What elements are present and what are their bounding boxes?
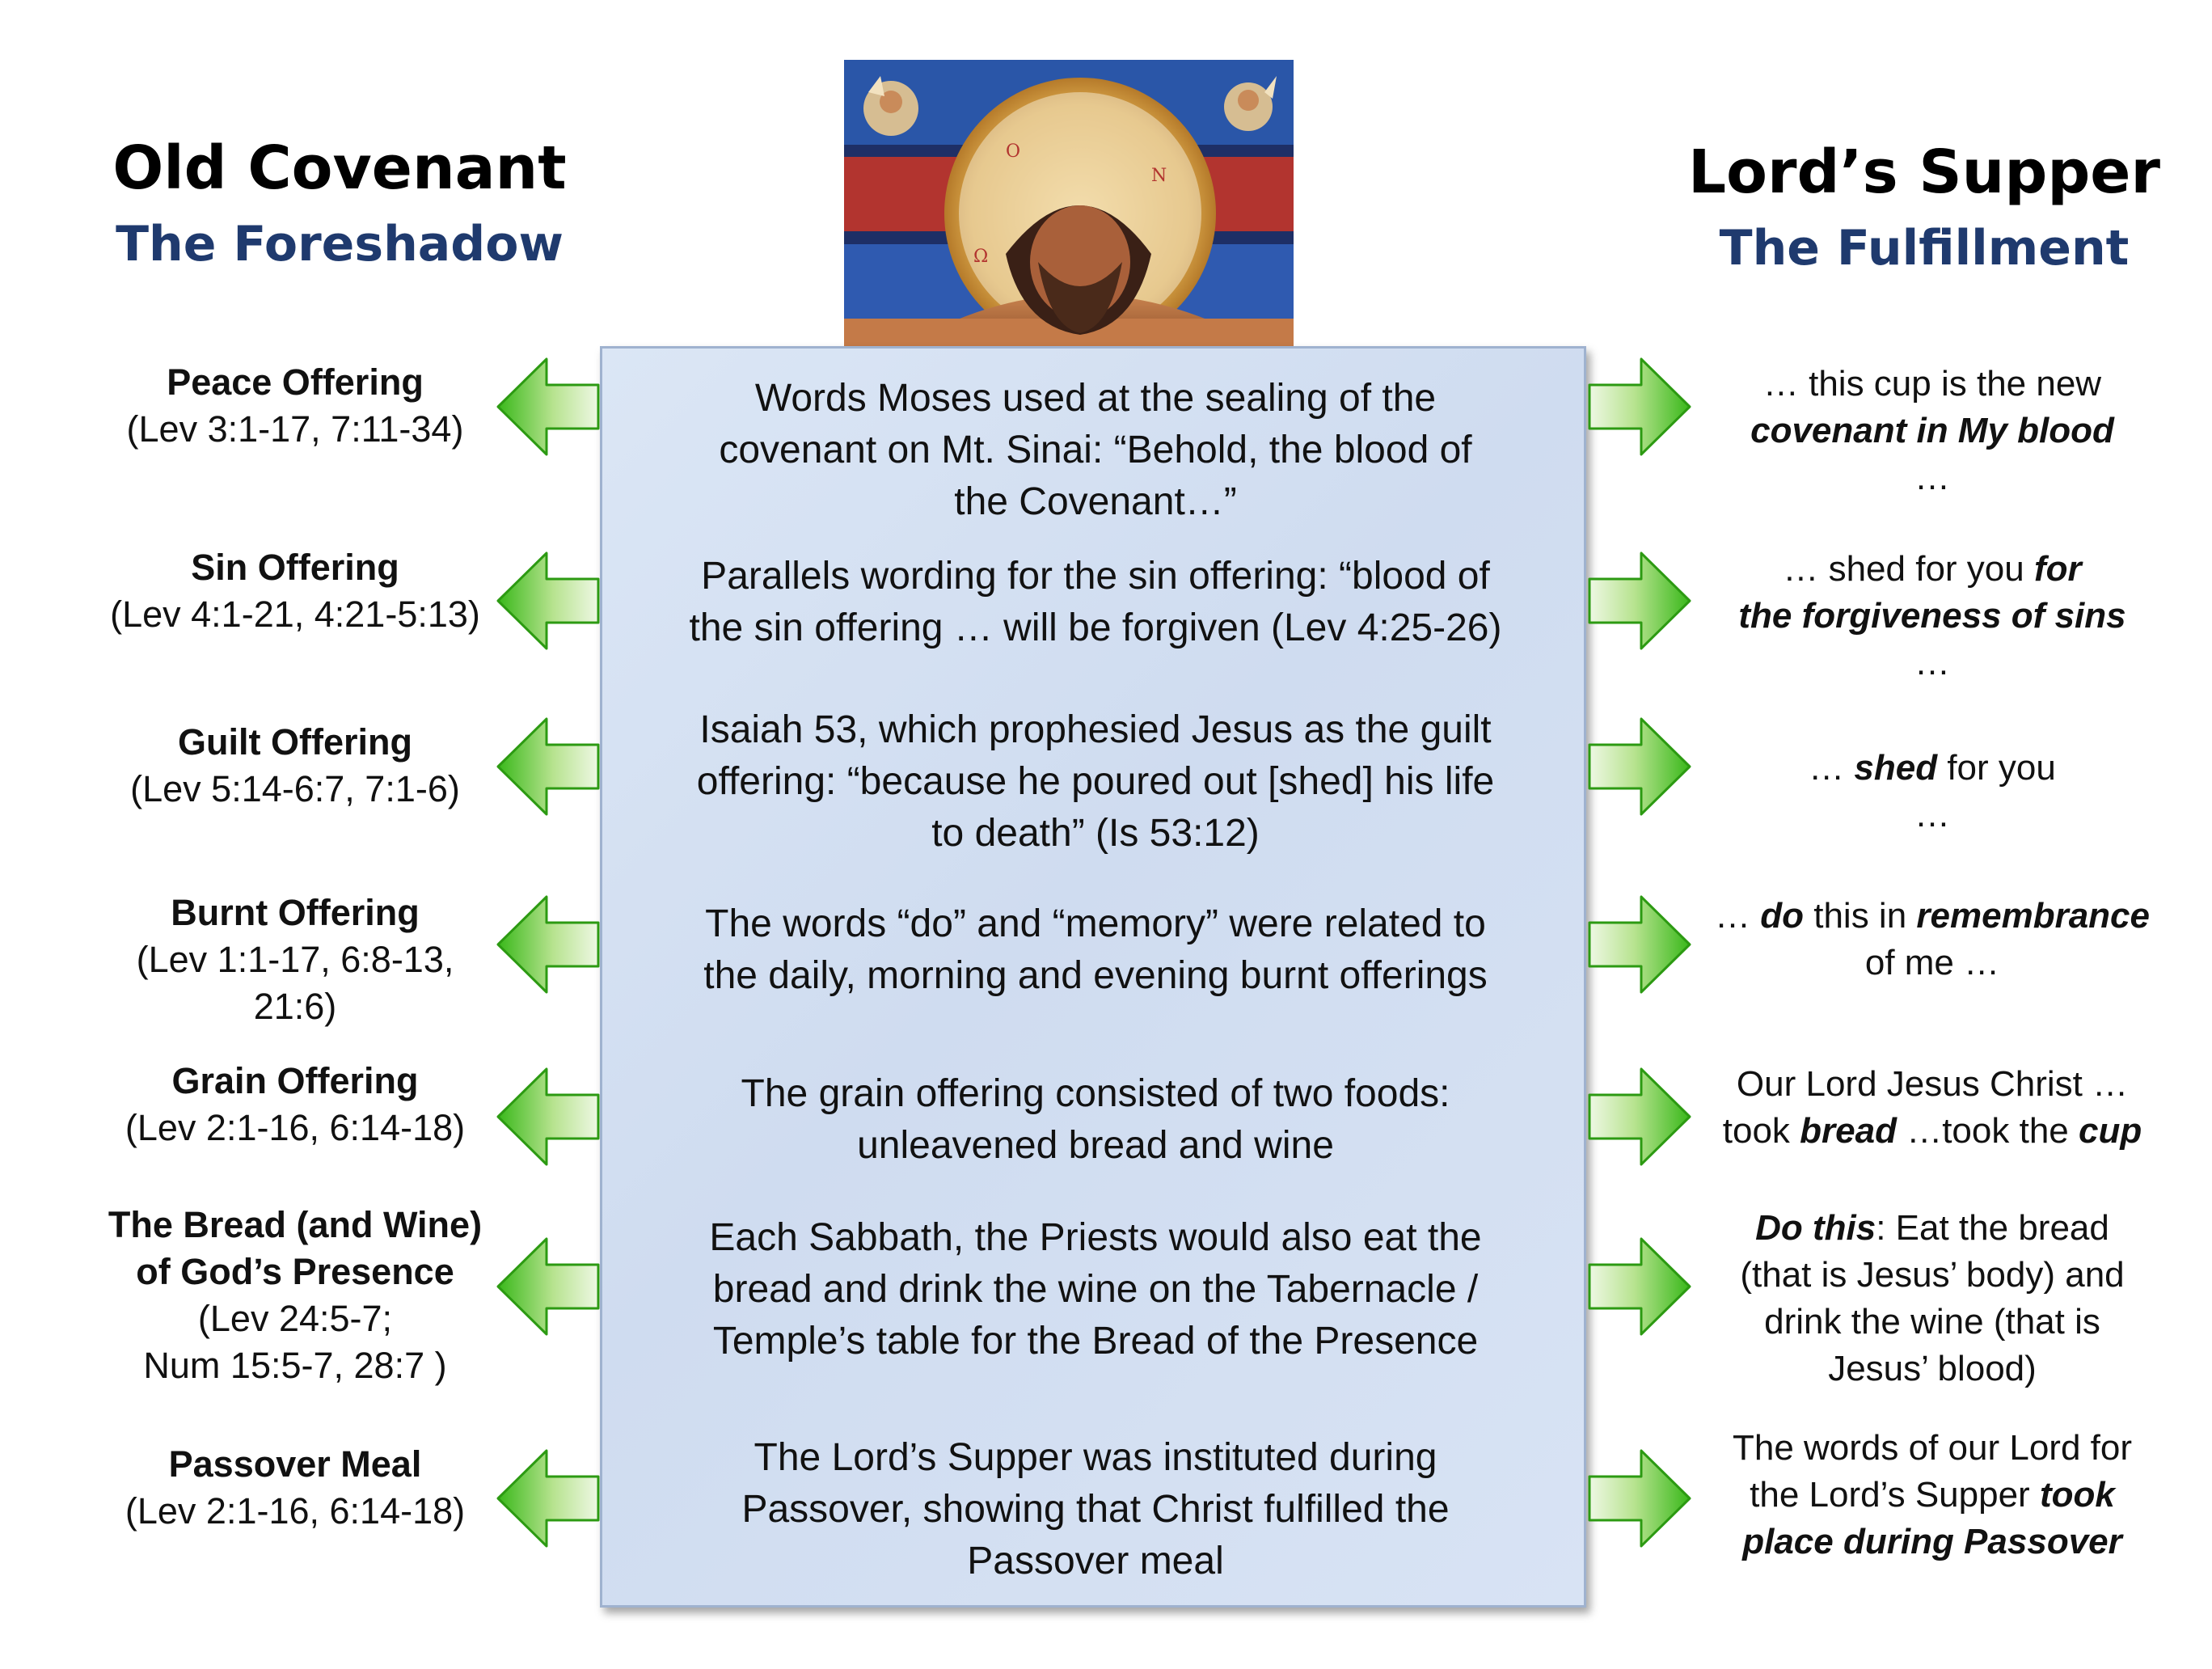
- middle-text-guilt: [602, 704, 1589, 860]
- line: to death” (Is 53:12): [931, 812, 1260, 855]
- fulfillment-line: [1682, 1519, 2183, 1565]
- right-arrow-icon: [1585, 1236, 1693, 1337]
- middle-text-sin: [602, 551, 1589, 654]
- fulfillment-line: [1682, 792, 2183, 839]
- line: Passover, showing that Christ fulfilled the: [741, 1488, 1450, 1531]
- line: the daily, morning and evening burnt offerings: [703, 954, 1488, 997]
- old-covenant-title: Old Covenant: [112, 133, 567, 203]
- svg-text:Ω: Ω: [973, 247, 989, 267]
- scripture-ref: Num 15:5-7, 28:7 ): [143, 1345, 447, 1386]
- emphasis-text: took: [2039, 1475, 2115, 1515]
- offering-name-line2: of God’s Presence: [136, 1251, 454, 1292]
- fulfillment-peace: [1682, 361, 2183, 501]
- middle-text-passover: [602, 1432, 1589, 1587]
- fulfillment-line: [1682, 1205, 2183, 1252]
- line: The words “do” and “memory” were related to: [705, 902, 1486, 945]
- middle-text-presence: [602, 1212, 1589, 1367]
- line: the Covenant…”: [954, 480, 1237, 523]
- offering-peace: [49, 359, 542, 453]
- line: Parallels wording for the sin offering: “blood of: [701, 555, 1490, 598]
- line: The Lord’s Supper was instituted during: [754, 1436, 1437, 1479]
- arrow-shape: [498, 897, 598, 992]
- right-arrow-icon: [1585, 894, 1693, 995]
- middle-text-burnt: [602, 898, 1589, 1002]
- fulfillment-line: [1682, 454, 2183, 501]
- plain-text: …: [1914, 643, 1950, 682]
- right-arrow-icon: [1585, 1447, 1693, 1549]
- fulfillment-line: [1682, 1061, 2183, 1108]
- fulfillment-line: [1682, 408, 2183, 454]
- arrow-shape: [498, 719, 598, 814]
- emphasis-text: the forgiveness of sins: [1738, 596, 2126, 636]
- arrow-shape: [1589, 553, 1690, 649]
- fulfillment-line: [1682, 745, 2183, 792]
- arrow-shape: [498, 1451, 598, 1546]
- fulfillment-line: [1682, 1425, 2183, 1472]
- left-arrow-icon: [495, 1066, 603, 1168]
- offering-name: Sin Offering: [191, 547, 399, 588]
- arrow-shape: [498, 1069, 598, 1164]
- arrow-shape: [1589, 719, 1690, 814]
- lords-supper-header: [1665, 137, 2183, 277]
- left-arrow-icon: [495, 1447, 603, 1549]
- plain-text: …: [1914, 795, 1950, 834]
- line: Passover meal: [967, 1540, 1224, 1582]
- emphasis-text: shed: [1854, 748, 1938, 788]
- arrow-shape: [498, 1239, 598, 1334]
- right-arrow-icon: [1585, 1066, 1693, 1168]
- emphasis-text: do: [1760, 896, 1804, 936]
- scripture-ref: (Lev 3:1-17, 7:11-34): [126, 408, 464, 450]
- arrow-shape: [498, 553, 598, 649]
- line: covenant on Mt. Sinai: “Behold, the blood of: [719, 429, 1472, 471]
- offering-name: Peace Offering: [167, 361, 424, 403]
- line: Each Sabbath, the Priests would also eat the: [709, 1216, 1482, 1259]
- fulfillment-line: [1682, 893, 2183, 940]
- right-arrow-icon: [1585, 716, 1693, 818]
- fulfillment-line: [1682, 1108, 2183, 1155]
- comparison-panel: [600, 346, 1586, 1608]
- left-arrow-icon: [495, 356, 603, 458]
- fulfillment-line: [1682, 940, 2183, 987]
- offering-name: Burnt Offering: [171, 892, 420, 933]
- fulfillment-line: [1682, 1299, 2183, 1346]
- offering-guilt: [49, 719, 542, 813]
- emphasis-text: Do this: [1755, 1208, 1876, 1248]
- emphasis-text: place during Passover: [1742, 1522, 2122, 1561]
- emphasis-text: bread: [1800, 1111, 1897, 1151]
- offering-grain: [49, 1058, 542, 1151]
- arrow-shape: [498, 359, 598, 454]
- plain-text: the Lord’s Supper: [1750, 1475, 2040, 1515]
- left-arrow-icon: [495, 716, 603, 818]
- plain-text: (that is Jesus’ body) and: [1740, 1255, 2125, 1295]
- line: bread and drink the wine on the Tabernacle /: [712, 1268, 1479, 1311]
- left-arrow-icon: [495, 550, 603, 652]
- fulfillment-guilt: [1682, 745, 2183, 839]
- plain-text: this in: [1804, 896, 1917, 936]
- left-arrow-icon: [495, 1236, 603, 1337]
- offering-name: Passover Meal: [168, 1443, 422, 1485]
- crucifixion-icon-image: [844, 60, 1294, 348]
- arrow-shape: [1589, 1451, 1690, 1546]
- line: the sin offering … will be forgiven (Lev 4:25-26): [689, 606, 1502, 649]
- scripture-ref: (Lev 4:1-21, 4:21-5:13): [110, 594, 480, 635]
- plain-text: …: [1914, 458, 1950, 497]
- plain-text: drink the wine (that is: [1764, 1302, 2100, 1342]
- line: Temple’s table for the Bread of the Presence: [712, 1320, 1479, 1363]
- fulfillment-line: [1682, 640, 2183, 687]
- plain-text: … this cup is the new: [1762, 364, 2102, 404]
- fulfillment-line: [1682, 546, 2183, 593]
- fulfillment-line: [1682, 361, 2183, 408]
- middle-text-grain: [602, 1068, 1589, 1172]
- scripture-ref: (Lev 1:1-17, 6:8-13,: [136, 939, 454, 980]
- old-covenant-header: [97, 133, 582, 273]
- fulfillment-line: [1682, 1472, 2183, 1519]
- offering-sin: [49, 544, 542, 638]
- fulfillment-line: [1682, 593, 2183, 640]
- plain-text: of me …: [1864, 943, 2000, 982]
- scripture-ref: 21:6): [253, 986, 337, 1027]
- plain-text: : Eat the bread: [1876, 1208, 2109, 1248]
- offering-name: Grain Offering: [171, 1060, 419, 1101]
- left-arrow-icon: [495, 894, 603, 995]
- middle-text-peace: [602, 373, 1589, 528]
- line: unleavened bread and wine: [857, 1124, 1334, 1167]
- fulfillment-line: [1682, 1346, 2183, 1392]
- arrow-shape: [1589, 359, 1690, 454]
- scripture-ref: (Lev 2:1-16, 6:14-18): [125, 1107, 466, 1148]
- fulfillment-passover: [1682, 1425, 2183, 1565]
- offering-name: The Bread (and Wine): [108, 1204, 483, 1245]
- plain-text: The words of our Lord for: [1732, 1428, 2132, 1468]
- offering-burnt: [49, 889, 542, 1030]
- scripture-ref: (Lev 24:5-7;: [197, 1298, 393, 1339]
- fulfillment-burnt: [1682, 893, 2183, 987]
- arrow-shape: [1589, 897, 1690, 992]
- arrow-shape: [1589, 1069, 1690, 1164]
- emphasis-text: for: [2033, 549, 2082, 589]
- plain-text: …: [1715, 896, 1761, 936]
- fulfillment-grain: [1682, 1061, 2183, 1155]
- plain-text: Our Lord Jesus Christ …: [1736, 1064, 2129, 1104]
- fulfillment-presence: [1682, 1205, 2183, 1392]
- svg-text:Ο: Ο: [1006, 142, 1021, 162]
- scripture-ref: (Lev 2:1-16, 6:14-18): [125, 1490, 466, 1532]
- fulfillment-line: [1682, 1252, 2183, 1299]
- lords-supper-title: Lord’s Supper: [1688, 137, 2160, 207]
- line: Words Moses used at the sealing of the: [754, 377, 1437, 420]
- fulfillment-subtitle: The Fulfillment: [1719, 220, 2130, 277]
- right-arrow-icon: [1585, 356, 1693, 458]
- line: offering: “because he poured out [shed] his life: [696, 760, 1495, 803]
- plain-text: Jesus’ blood): [1828, 1349, 2037, 1388]
- plain-text: …took the: [1896, 1111, 2079, 1151]
- svg-text:Ν: Ν: [1151, 166, 1167, 186]
- plain-text: for you: [1937, 748, 2056, 788]
- line: The grain offering consisted of two foods:: [741, 1072, 1450, 1115]
- plain-text: …: [1809, 748, 1855, 788]
- offering-presence: [49, 1202, 542, 1389]
- scripture-ref: (Lev 5:14-6:7, 7:1-6): [130, 768, 460, 809]
- foreshadow-subtitle: The Foreshadow: [116, 216, 564, 273]
- emphasis-text: covenant in My blood: [1750, 411, 2114, 450]
- line: Isaiah 53, which prophesied Jesus as the guilt: [699, 708, 1492, 751]
- emphasis-text: cup: [2079, 1111, 2142, 1151]
- right-arrow-icon: [1585, 550, 1693, 652]
- offering-name: Guilt Offering: [178, 721, 412, 763]
- arrow-shape: [1589, 1239, 1690, 1334]
- plain-text: took: [1722, 1111, 1800, 1151]
- offering-passover: [49, 1441, 542, 1535]
- plain-text: … shed for you: [1783, 549, 2034, 589]
- emphasis-text: remembrance: [1916, 896, 2150, 936]
- fulfillment-sin: [1682, 546, 2183, 687]
